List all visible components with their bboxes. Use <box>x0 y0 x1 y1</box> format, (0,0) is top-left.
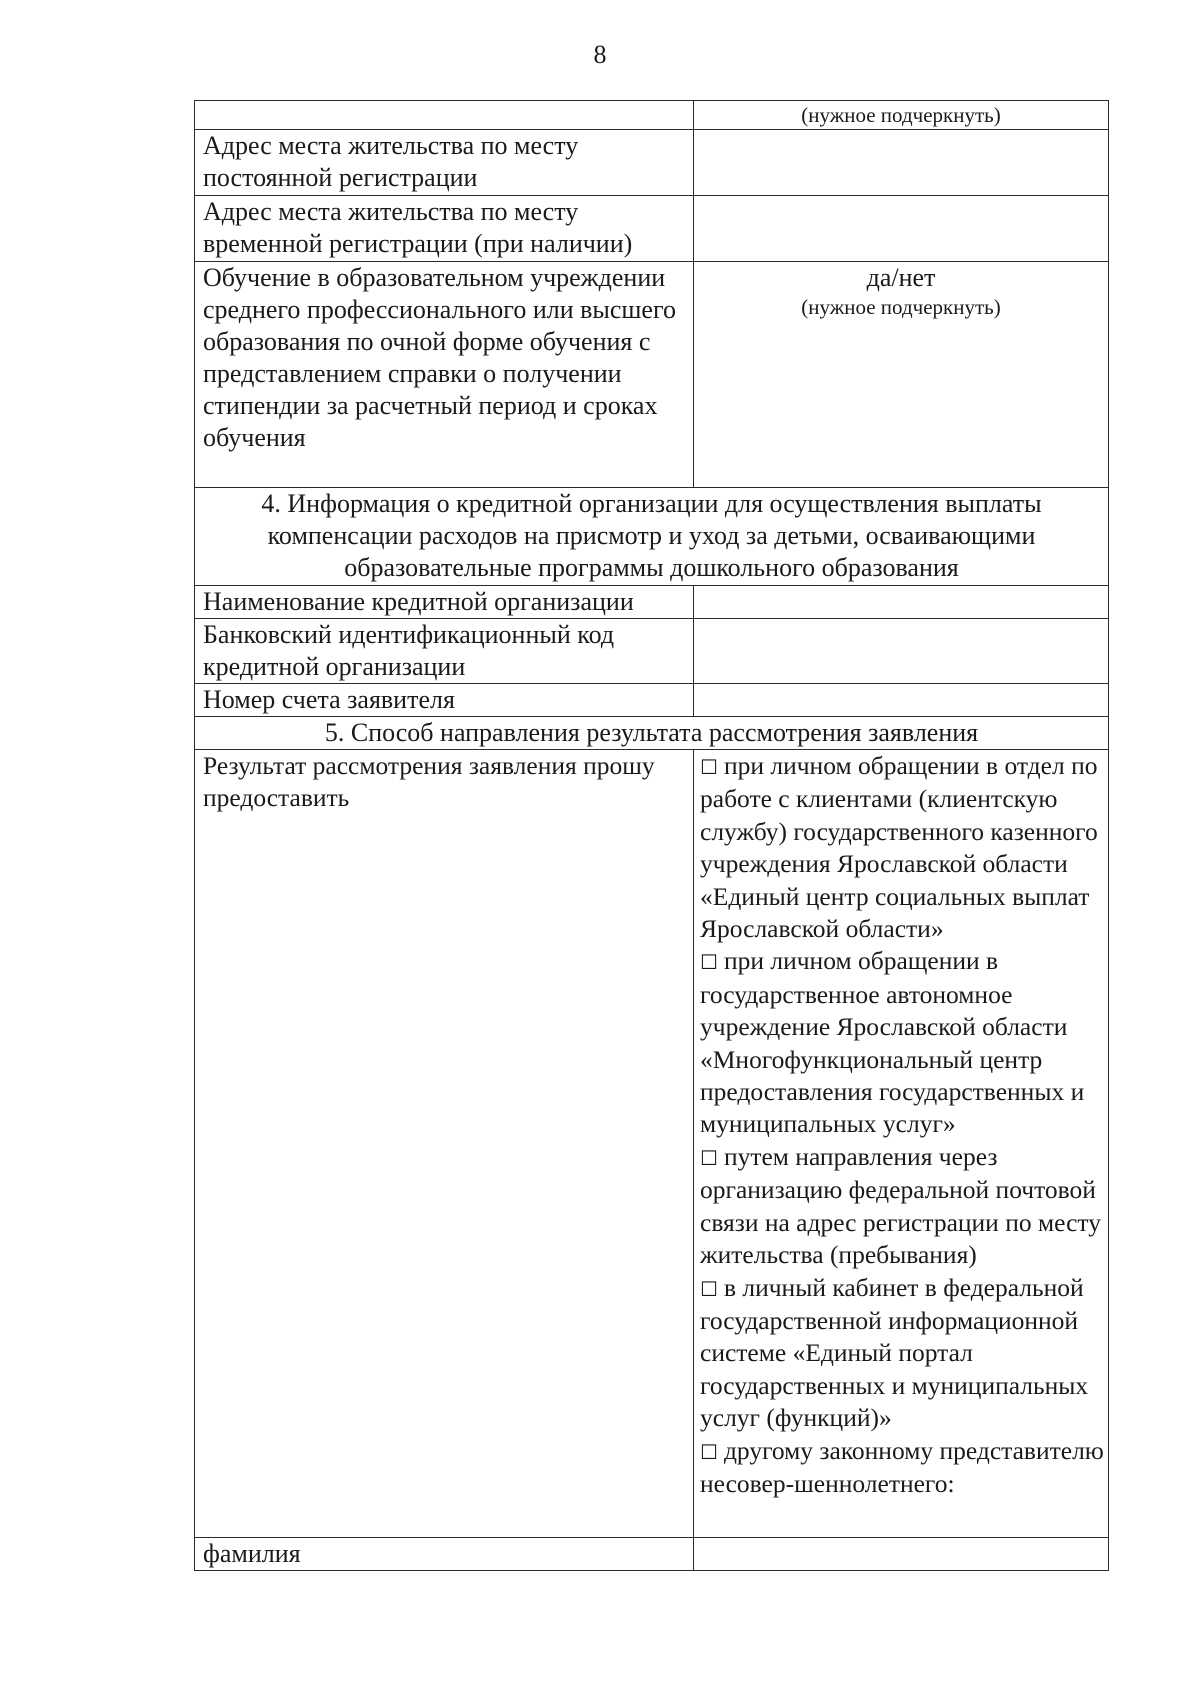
table-row <box>195 684 1109 717</box>
temporary-address-label: Адрес места жительства по месту временной регистрации (при наличии) <box>195 196 694 262</box>
option-label: другому законному представителю несовер-шеннолетнего: <box>700 1435 1104 1498</box>
permanent-address-label: Адрес места жительства по месту постоянной регистрации <box>195 130 694 196</box>
option-label: при личном обращении в отдел по работе с клиентами (клиентскую службу) государственного казенного учреждения Ярославской области «Единый центр социальных выплат Ярославской области» <box>700 751 1098 944</box>
permanent-address-value[interactable] <box>694 130 1109 196</box>
checkbox-icon[interactable]: ☐ <box>700 755 718 779</box>
table-row <box>195 717 1109 750</box>
education-answer-cell[interactable] <box>694 262 1109 488</box>
checkbox-icon[interactable]: ☐ <box>700 1145 718 1170</box>
option-label: путем направления через организацию федеральной почтовой связи на адрес регистрации по месту жительства (пребывания) <box>700 1141 1101 1270</box>
option-label: при личном обращении в государственное автономное учреждение Ярославской области «Многофункциональный центр предоставления государственных и муниципальных услуг» <box>700 946 1085 1139</box>
table-row <box>195 101 1109 130</box>
application-form-table <box>194 100 1109 1571</box>
table-row <box>195 196 1109 262</box>
table-row <box>195 488 1109 586</box>
checkbox-icon[interactable]: ☐ <box>700 1439 718 1464</box>
option-mfc[interactable] <box>700 945 1104 1140</box>
surname-label: фамилия <box>195 1538 694 1571</box>
education-underline-note: (нужное подчеркнуть) <box>801 295 1001 319</box>
education-answer: да/нет <box>866 263 936 292</box>
temporary-address-value[interactable] <box>694 196 1109 262</box>
option-label: в личный кабинет в федеральной государственной информационной системе «Единый портал государственных и муниципальных услуг (функций)» <box>700 1272 1089 1433</box>
bank-code-label: Банковский идентификационный код кредитной организации <box>195 619 694 684</box>
section-4-title: 4. Информация о кредитной организации для осуществления выплаты компенсации расходов на присмотр и уход за детьми, осваивающими образовательные программы дошкольного образования <box>195 488 1109 586</box>
table-row <box>195 1538 1109 1571</box>
table-row <box>195 262 1109 488</box>
account-number-label: Номер счета заявителя <box>195 684 694 717</box>
checkbox-icon[interactable]: ☐ <box>700 1276 718 1301</box>
option-gosuslugi[interactable] <box>700 1272 1104 1435</box>
education-label: Обучение в образовательном учреждении среднего профессионального или высшего образования по очной форме обучения с представлением справки о получении стипендии за расчетный период и сроках обучения <box>195 262 694 488</box>
table-row <box>195 619 1109 684</box>
bank-name-label: Наименование кредитной организации <box>195 586 694 619</box>
page-number: 8 <box>593 40 607 69</box>
option-client-service[interactable] <box>700 750 1104 945</box>
result-delivery-label: Результат рассмотрения заявления прошу предоставить <box>195 750 694 1538</box>
bank-name-value[interactable] <box>694 586 1109 619</box>
account-number-value[interactable] <box>694 684 1109 717</box>
table-row <box>195 750 1109 1538</box>
checkbox-icon[interactable]: ☐ <box>700 950 718 975</box>
surname-value[interactable] <box>694 1538 1109 1571</box>
option-post[interactable] <box>700 1141 1104 1272</box>
empty-cell <box>195 101 694 130</box>
table-row <box>195 586 1109 619</box>
result-delivery-options <box>694 750 1109 1538</box>
option-other-representative[interactable] <box>700 1435 1104 1501</box>
bank-code-value[interactable] <box>694 619 1109 684</box>
underline-note: (нужное подчеркнуть) <box>694 101 1109 130</box>
section-5-title: 5. Способ направления результата рассмотрения заявления <box>195 717 1109 750</box>
table-row <box>195 130 1109 196</box>
